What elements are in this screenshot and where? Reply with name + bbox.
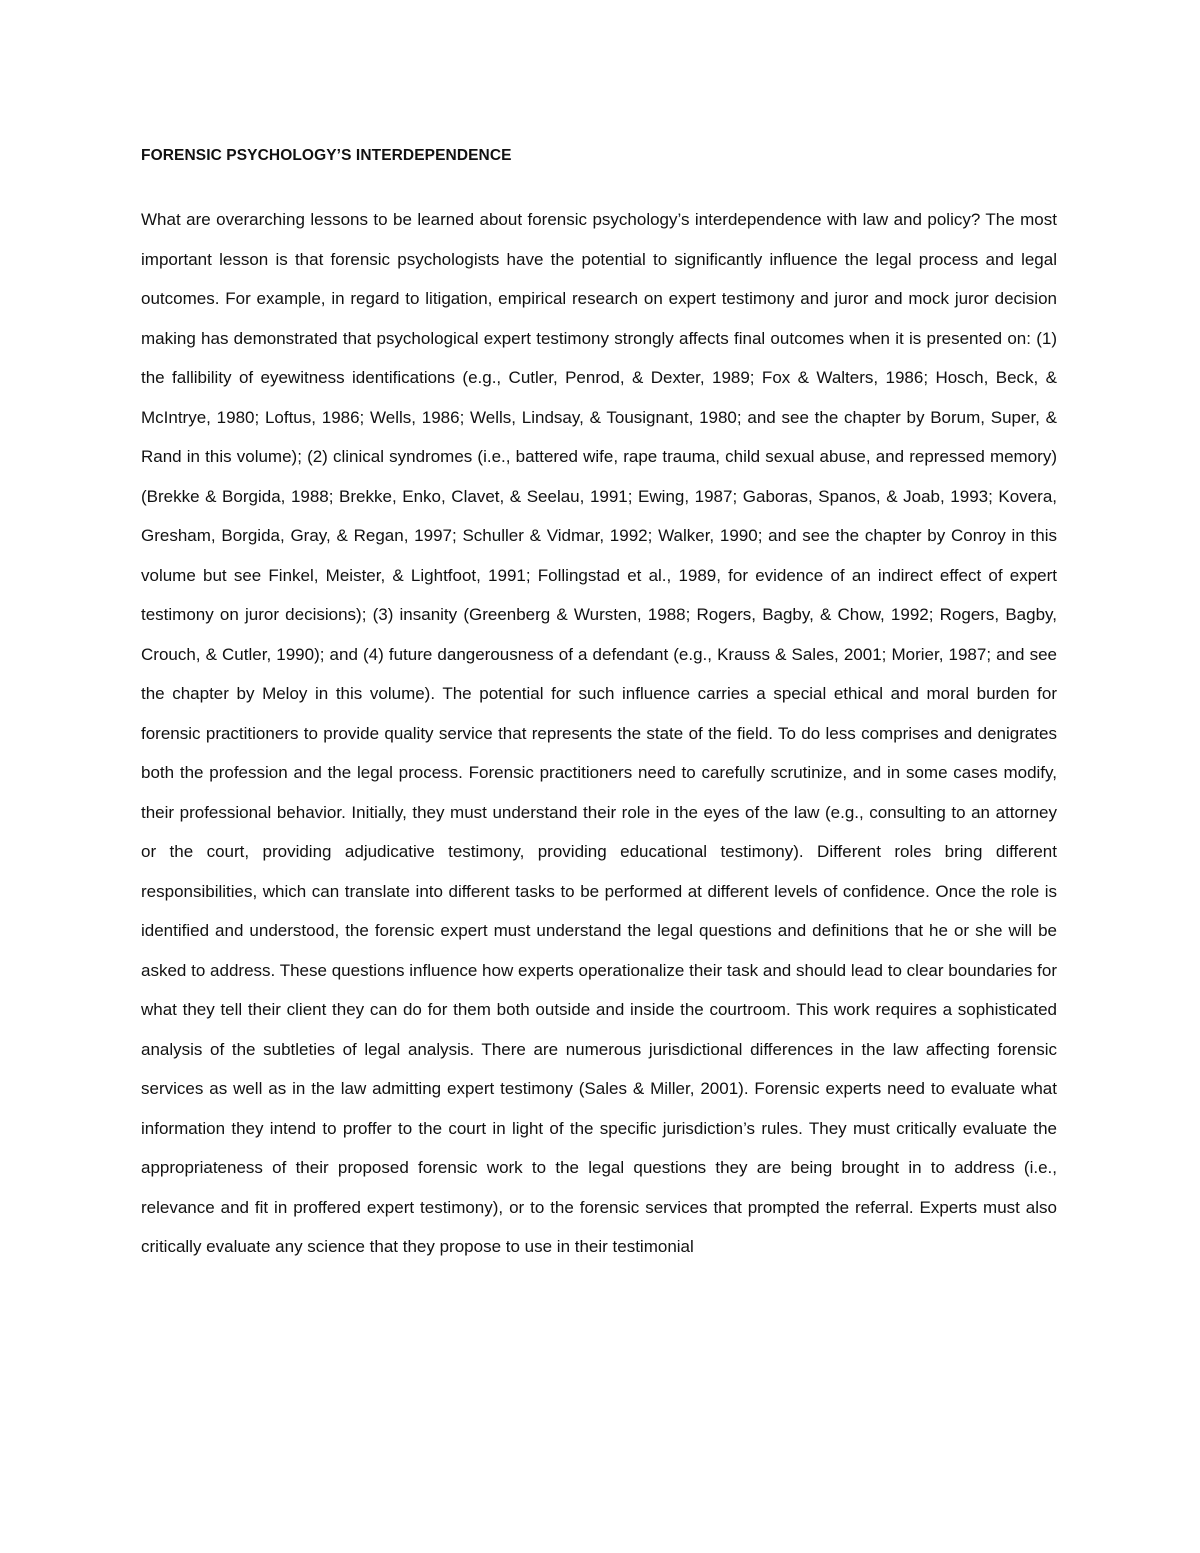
document-body-paragraph: What are overarching lessons to be learned about forensic psychology’s interdependence with law and policy? The most important lesson is that forensic psychologists have the potential to significantly influence the legal process and legal outcomes. For example, in regard to litigation, empirical research on expert testimony and juror and mock juror decision making has demonstrated that psychological expert testimony strongly affects final outcomes when it is presented on: (1) the fallibility of eyewitness identifications (e.g., Cutler, Penrod, & Dexter, 1989; Fox & Walters, 1986; Hosch, Beck, & McIntrye, 1980; Loftus, 1986; Wells, 1986; Wells, Lindsay, & Tousignant, 1980; and see the chapter by Borum, Super, & Rand in this volume); (2) clinical syndromes (i.e., battered wife, rape trauma, child sexual abuse, and repressed memory) (Brekke & Borgida, 1988; Brekke, Enko, Clavet, & Seelau, 1991; Ewing, 1987; Gaboras, Spanos, & Joab, 1993; Kovera, Gresham, Borgida, Gray, & Regan, 1997; Schuller & Vidmar, 1992; Walker, 1990; and see the chapter by Conroy in this volume but see Finkel, Meister, & Lightfoot, 1991; Follingstad et al., 1989, for evidence of an indirect effect of expert testimony on juror decisions); (3) insanity (Greenberg & Wursten, 1988; Rogers, Bagby, & Chow, 1992; Rogers, Bagby, Crouch, & Cutler, 1990); and (4) future dangerousness of a defendant (e.g., Krauss & Sales, 2001; Morier, 1987; and see the chapter by Meloy in this volume). The potential for such influence carries a special ethical and moral burden for forensic practitioners to provide quality service that represents the state of the field. To do less comprises and denigrates both the profession and the legal process. Forensic practitioners need to carefully scrutinize, and in some cases modify, their professional behavior. Initially, they must understand their role in the eyes of the law (e.g., consulting to an attorney or the court, providing adjudicative testimony, providing educational testimony). Different roles bring different responsibilities, which can translate into different tasks to be performed at different levels of confidence. Once the role is identified and understood, the forensic expert must understand the legal questions and definitions that he or she will be asked to address. These questions influence how experts operationalize their task and should lead to clear boundaries for what they tell their client they can do for them both outside and inside the courtroom. This work requires a sophisticated analysis of the subtleties of legal analysis. There are numerous jurisdictional differences in the law affecting forensic services as well as in the law admitting expert testimony (Sales & Miller, 2001). Forensic experts need to evaluate what information they intend to proffer to the court in light of the specific jurisdiction’s rules. They must critically evaluate the appropriateness of their proposed forensic work to the legal questions they are being brought in to address (i.e., relevance and fit in proffered expert testimony), or to the forensic services that prompted the referral. Experts must also critically evaluate any science that they propose to use in their testimonial [141, 210, 1057, 1256]
document-title: FORENSIC PSYCHOLOGY’S INTERDEPENDENCE [141, 147, 512, 164]
